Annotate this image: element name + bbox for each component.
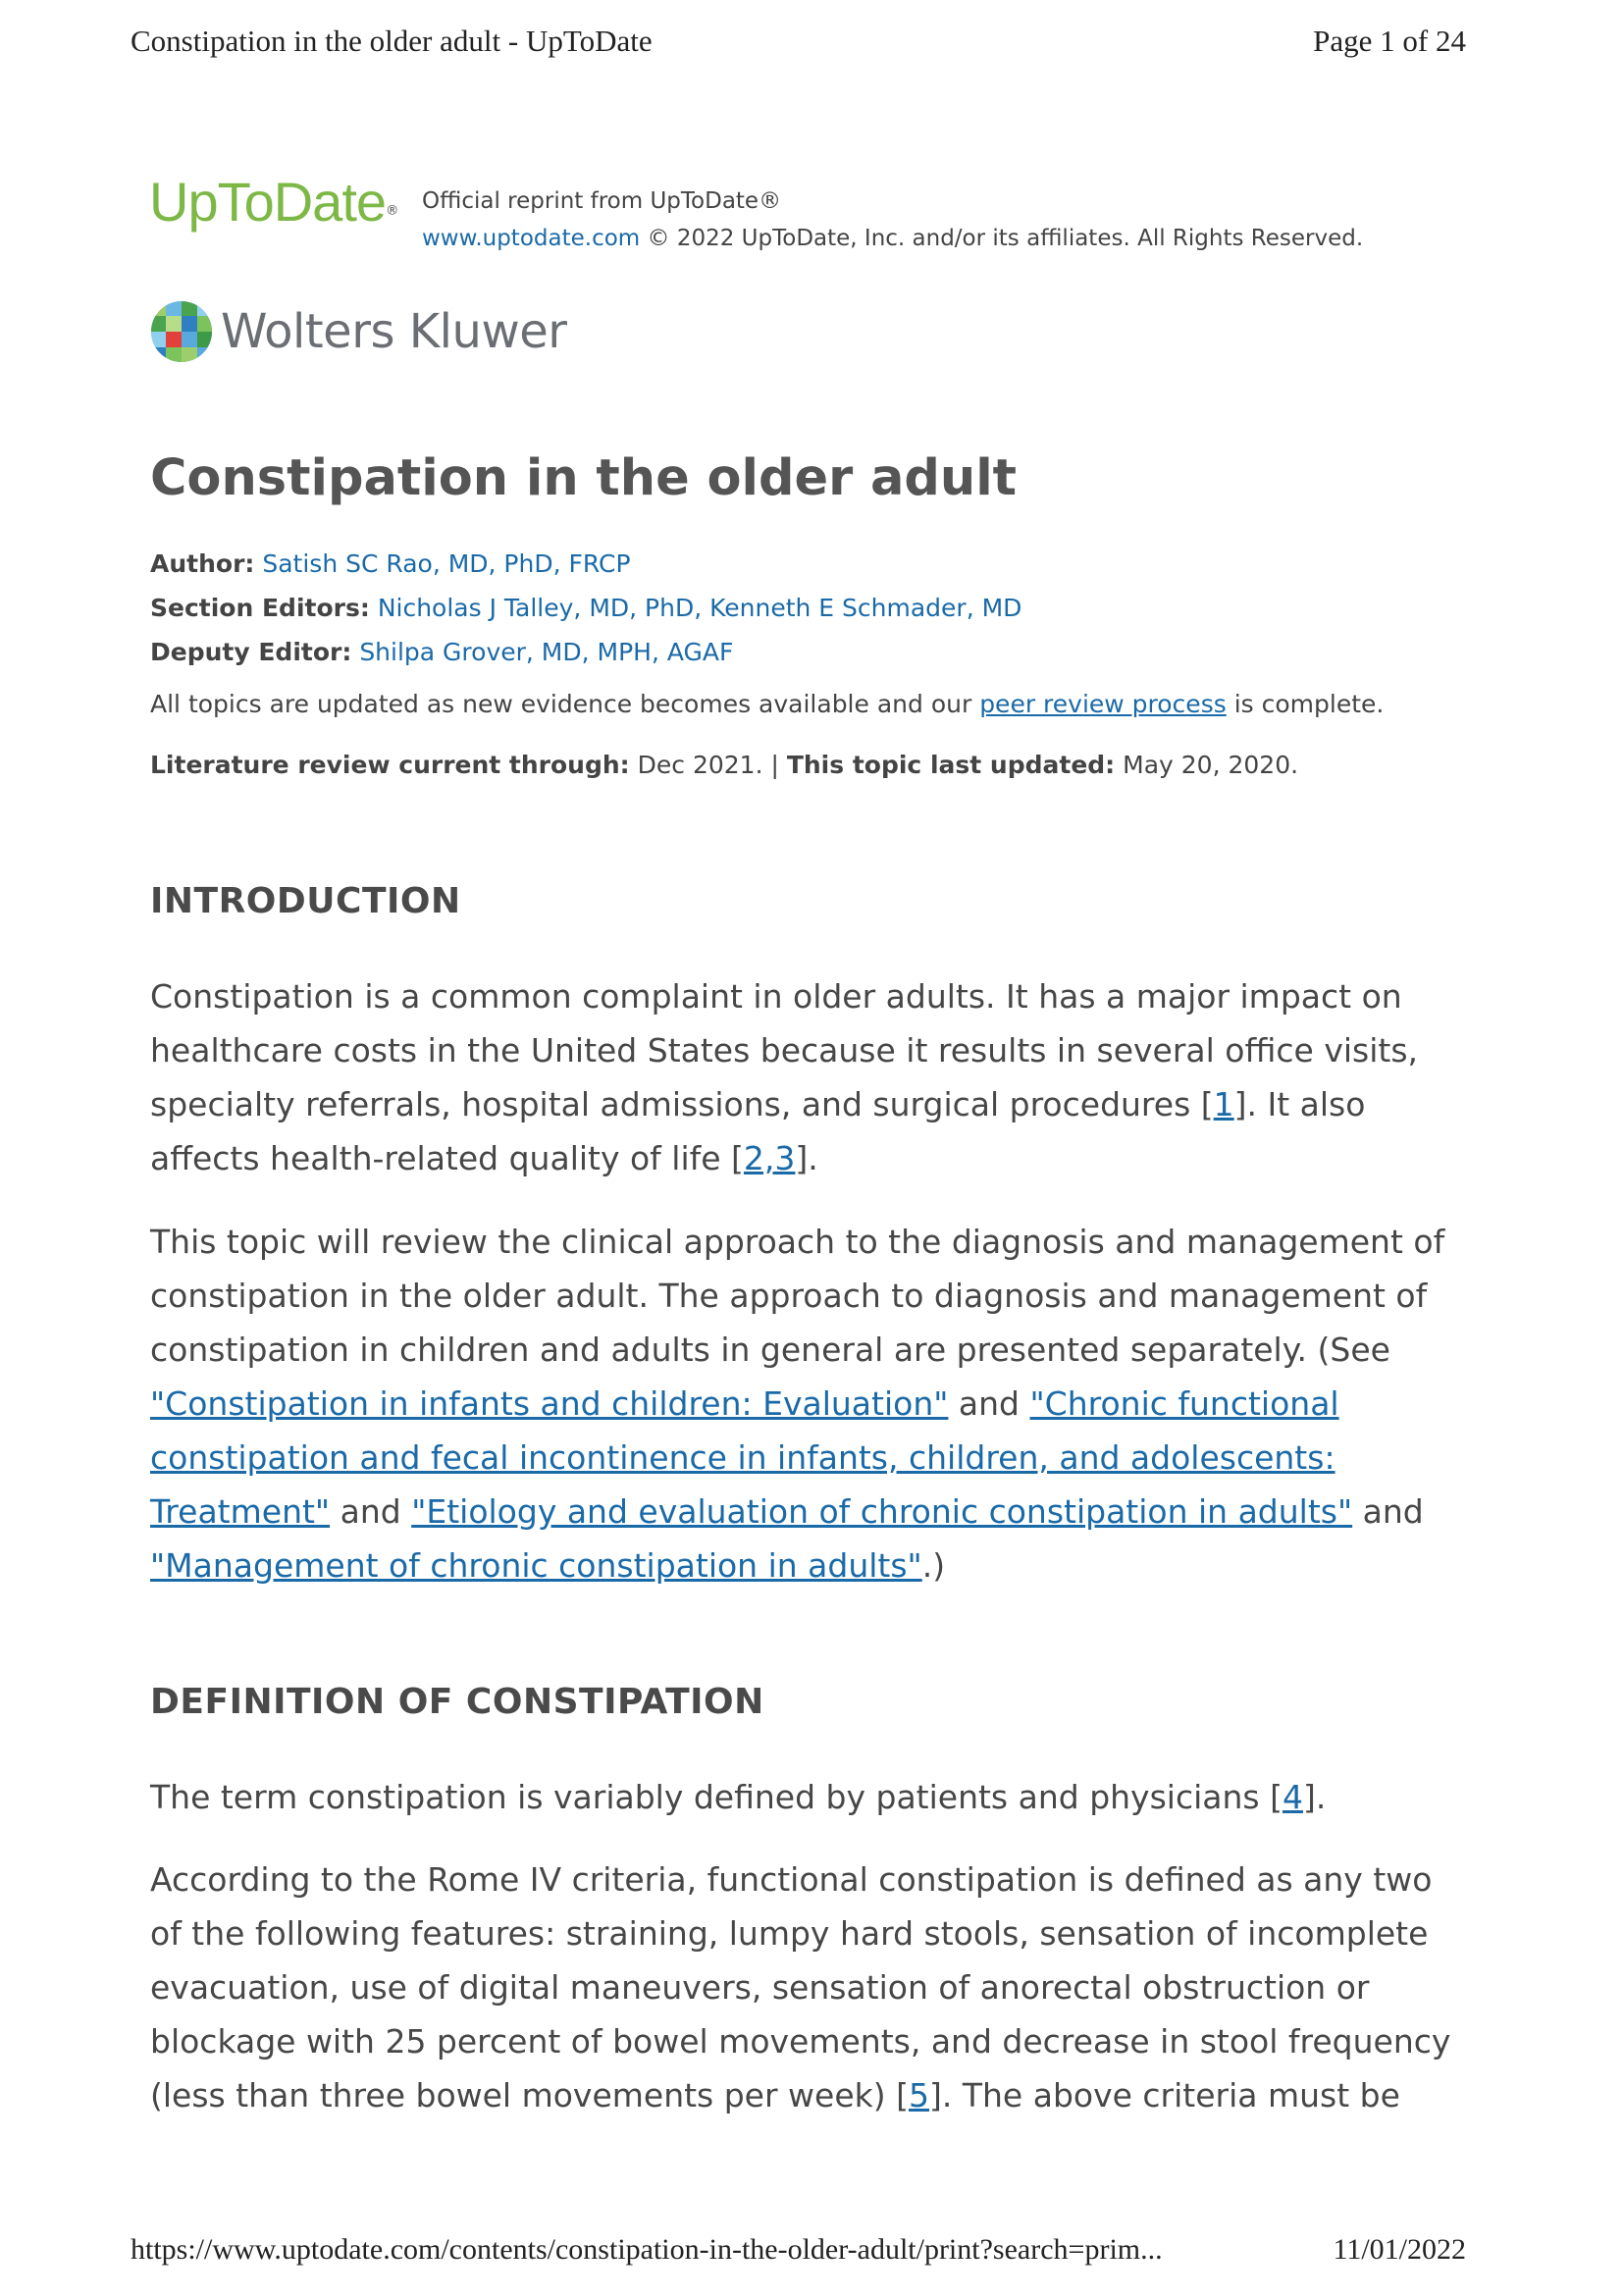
text: and (948, 1384, 1030, 1423)
topic-link[interactable]: "Chronic functional constipation and fecal incontinence in infants, children, and adolescents: Treatment" (150, 1384, 1339, 1531)
reprint-line: Official reprint from UpToDate® (422, 188, 782, 214)
text: Constipation is a common complaint in older adults. It has a major impact on healthcare costs in the United States because it results in several office visits, specialty referrals, hospital admissions, and surgical procedures [ (150, 977, 1418, 1123)
introduction-heading: INTRODUCTION (150, 881, 461, 921)
definition-heading: DEFINITION OF CONSTIPATION (150, 1682, 764, 1722)
peer-review-link[interactable]: peer review process (979, 690, 1227, 718)
text: ]. The above criteria must be (929, 2076, 1400, 2114)
reprint-notice (422, 183, 1363, 257)
intro-paragraph-1 (150, 969, 1465, 1185)
print-header (131, 24, 1466, 59)
author-label: Author: (150, 549, 255, 578)
uptodate-logo (149, 171, 399, 233)
definition-paragraph-2 (150, 1852, 1465, 2122)
print-header-title: Constipation in the older adult - UpToDate (131, 24, 653, 58)
uptodate-website-link[interactable]: www.uptodate.com (422, 226, 641, 251)
text: ]. (1302, 1778, 1327, 1816)
topic-link[interactable]: "Management of chronic constipation in adults" (150, 1546, 922, 1585)
text: and (1352, 1492, 1424, 1531)
article-title: Constipation in the older adult (150, 449, 1018, 507)
text: According to the Rome IV criteria, functional constipation is defined as any two of the following features: straining, lumpy hard stools, sensation of incomplete evacuation, use of digital maneuvers, sensation of anorectal obstruction or blockage with 25 percent of bowel movements, and decrease in stool frequency (less than three bowel movements per week) [ (150, 1860, 1451, 2114)
reference-link[interactable]: 4 (1282, 1778, 1303, 1816)
print-footer (131, 2233, 1466, 2267)
author-link[interactable]: Satish SC Rao, MD, PhD, FRCP (262, 549, 631, 578)
note-text: All topics are updated as new evidence becomes available and our (150, 690, 980, 718)
page-number: Page 1 of 24 (1313, 24, 1466, 58)
definition-paragraph-1 (150, 1770, 1465, 1824)
registered-mark-icon: ® (386, 203, 399, 219)
reference-link[interactable]: 5 (909, 2076, 929, 2114)
peer-review-note (150, 690, 1384, 718)
text: .) (921, 1546, 946, 1585)
uptodate-logo-text: UpToDate (149, 171, 387, 233)
last-updated-value: May 20, 2020. (1115, 751, 1299, 779)
last-updated-label: This topic last updated: (786, 751, 1116, 779)
wolters-kluwer-logo (150, 300, 566, 363)
print-footer-url: https://www.uptodate.com/contents/constipation-in-the-older-adult/print?search=prim... (131, 2233, 1163, 2266)
print-date: 11/01/2022 (1333, 2233, 1466, 2266)
text: ]. (795, 1139, 818, 1177)
reference-link[interactable]: 1 (1213, 1085, 1234, 1123)
text: and (330, 1492, 412, 1531)
intro-paragraph-2 (150, 1215, 1465, 1592)
wolters-kluwer-text: Wolters Kluwer (221, 304, 567, 359)
text: This topic will review the clinical approach to the diagnosis and management of constipation in the older adult. The approach to diagnosis and management of constipation in children and adults in general are presented separately. (See (150, 1223, 1445, 1369)
wolters-kluwer-globe-icon (150, 300, 213, 363)
copyright-text: © 2022 UpToDate, Inc. and/or its affiliates. All Rights Reserved. (640, 226, 1364, 251)
section-editors-link[interactable]: Nicholas J Talley, MD, PhD, Kenneth E Schmader, MD (377, 594, 1022, 622)
lit-review-value: Dec 2021. | (629, 751, 787, 779)
lit-review-label: Literature review current through: (150, 751, 630, 779)
text: ]. It also affects health-related quality of life [ (150, 1085, 1366, 1177)
note-text-end: is complete. (1226, 690, 1385, 718)
article-authors (150, 542, 1021, 674)
reference-link[interactable]: 2,3 (743, 1139, 796, 1177)
deputy-editor-link[interactable]: Shilpa Grover, MD, MPH, AGAF (359, 638, 734, 666)
section-editors-label: Section Editors: (150, 594, 370, 622)
text: The term constipation is variably defined by patients and physicians [ (150, 1778, 1283, 1816)
review-dates (150, 751, 1298, 779)
deputy-editor-label: Deputy Editor: (150, 638, 352, 666)
topic-link[interactable]: "Etiology and evaluation of chronic constipation in adults" (411, 1492, 1353, 1531)
topic-link[interactable]: "Constipation in infants and children: Evaluation" (150, 1384, 949, 1423)
